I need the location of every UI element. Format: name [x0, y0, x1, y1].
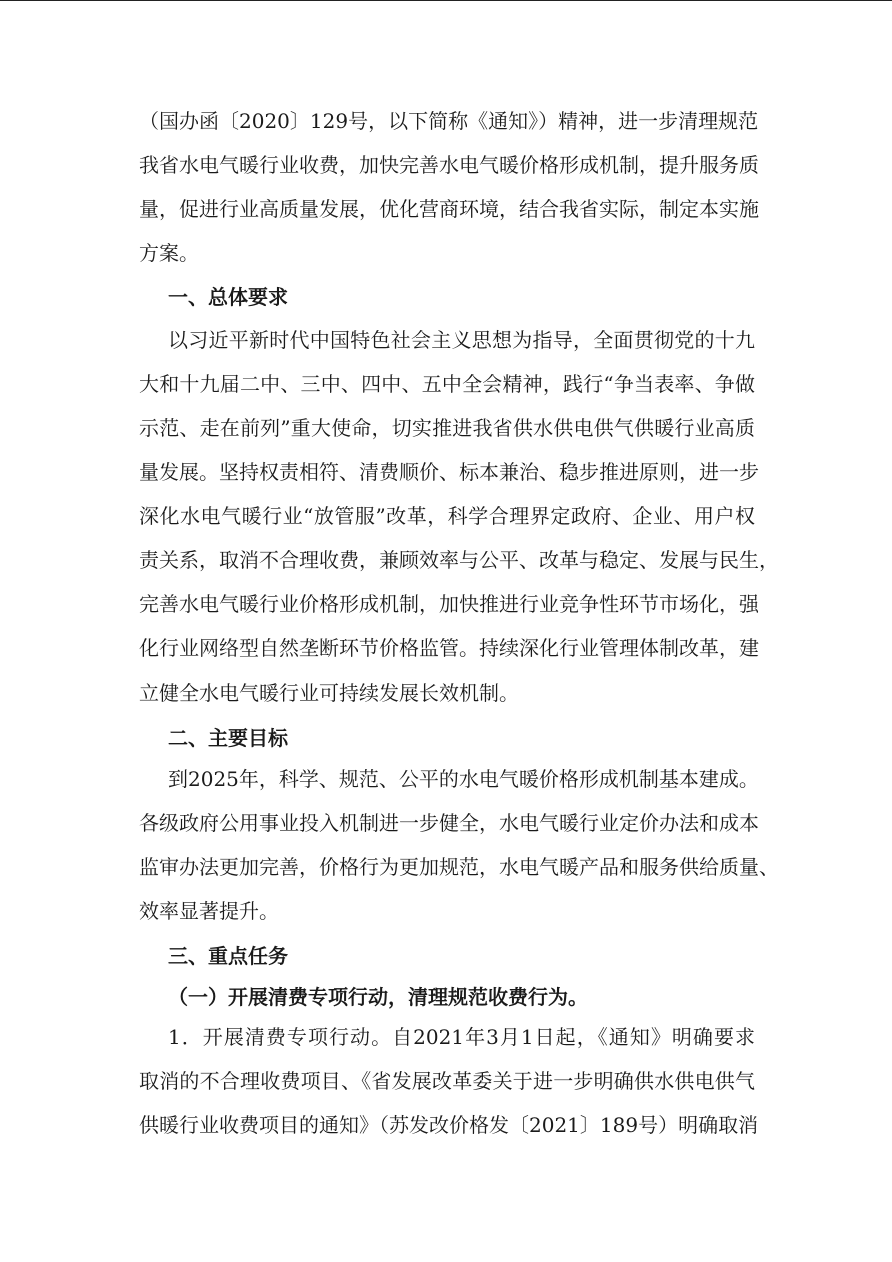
- body-line: [0, 325, 892, 355]
- section-heading: [0, 282, 892, 312]
- body-line: [0, 150, 892, 180]
- body-line: [0, 413, 892, 443]
- body-line: [0, 501, 892, 531]
- line-text: 我省水电气暖行业收费，加快完善水电气暖价格形成机制，提升服务质: [139, 153, 759, 177]
- line-text: 完善水电气暖行业价格形成机制，加快推进行业竞争性环节市场化，强: [139, 592, 759, 616]
- line-text: 以习近平新时代中国特色社会主义思想为指导，全面贯彻党的十九: [168, 328, 755, 352]
- line-text: 供暖行业收费项目的通知》（苏发改价格发〔2021〕189号）明确取消: [139, 1113, 759, 1137]
- section-heading-text: 二、主要目标: [168, 726, 288, 750]
- line-text: 责关系，取消不合理收费，兼顾效率与公平、改革与稳定、发展与民生，: [139, 548, 779, 572]
- section-heading-text: 三、重点任务: [168, 944, 288, 968]
- line-text: 到2025年，科学、规范、公平的水电气暖价格形成机制基本建成。: [168, 767, 759, 791]
- section-heading-text: 一、总体要求: [168, 285, 288, 309]
- line-text: 各级政府公用事业投入机制进一步健全，水电气暖行业定价办法和成本: [139, 811, 759, 835]
- body-line: [0, 1022, 892, 1052]
- body-line: [0, 194, 892, 224]
- line-text: 1．开展清费专项行动。自2021年3月1日起，《通知》明确要求: [168, 1025, 755, 1049]
- section-heading: [0, 941, 892, 971]
- line-text: 方案。: [139, 241, 199, 265]
- section-heading: [0, 723, 892, 753]
- body-line: [0, 589, 892, 619]
- body-line: [0, 1110, 892, 1140]
- body-line: [0, 808, 892, 838]
- line-text: 示范、走在前列”重大使命，切实推进我省供水供电供气供暖行业高质: [139, 416, 755, 440]
- subsection-heading: [0, 982, 892, 1012]
- body-line: [0, 106, 892, 136]
- line-text: 效率显著提升。: [139, 899, 279, 923]
- body-line: [0, 896, 892, 926]
- body-line: [0, 633, 892, 663]
- line-text: 监审办法更加完善，价格行为更加规范，水电气暖产品和服务供给质量、: [139, 855, 779, 879]
- line-text: （国办函〔2020〕129号，以下简称《通知》）精神，进一步清理规范: [139, 109, 759, 133]
- body-line: [0, 1066, 892, 1096]
- line-text: 立健全水电气暖行业可持续发展长效机制。: [139, 681, 519, 705]
- line-text: 取消的不合理收费项目、《省发展改革委关于进一步明确供水供电供气: [139, 1069, 755, 1093]
- line-text: 化行业网络型自然垄断环节价格监管。持续深化行业管理体制改革，建: [139, 636, 759, 660]
- body-line: [0, 457, 892, 487]
- line-text: 量，促进行业高质量发展，优化营商环境，结合我省实际，制定本实施: [139, 197, 759, 221]
- line-text: 量发展。坚持权责相符、清费顺价、标本兼治、稳步推进原则，进一步: [139, 460, 759, 484]
- body-line: [0, 678, 892, 708]
- subsection-heading-text: （一）开展清费专项行动，清理规范收费行为。: [168, 985, 588, 1009]
- line-text: 大和十九届二中、三中、四中、五中全会精神，践行“争当表率、争做: [139, 372, 755, 396]
- body-line: [0, 545, 892, 575]
- body-line: [0, 238, 892, 268]
- body-line: [0, 764, 892, 794]
- body-line: [0, 369, 892, 399]
- body-line: [0, 852, 892, 882]
- line-text: 深化水电气暖行业“放管服”改革，科学合理界定政府、企业、用户权: [139, 504, 755, 528]
